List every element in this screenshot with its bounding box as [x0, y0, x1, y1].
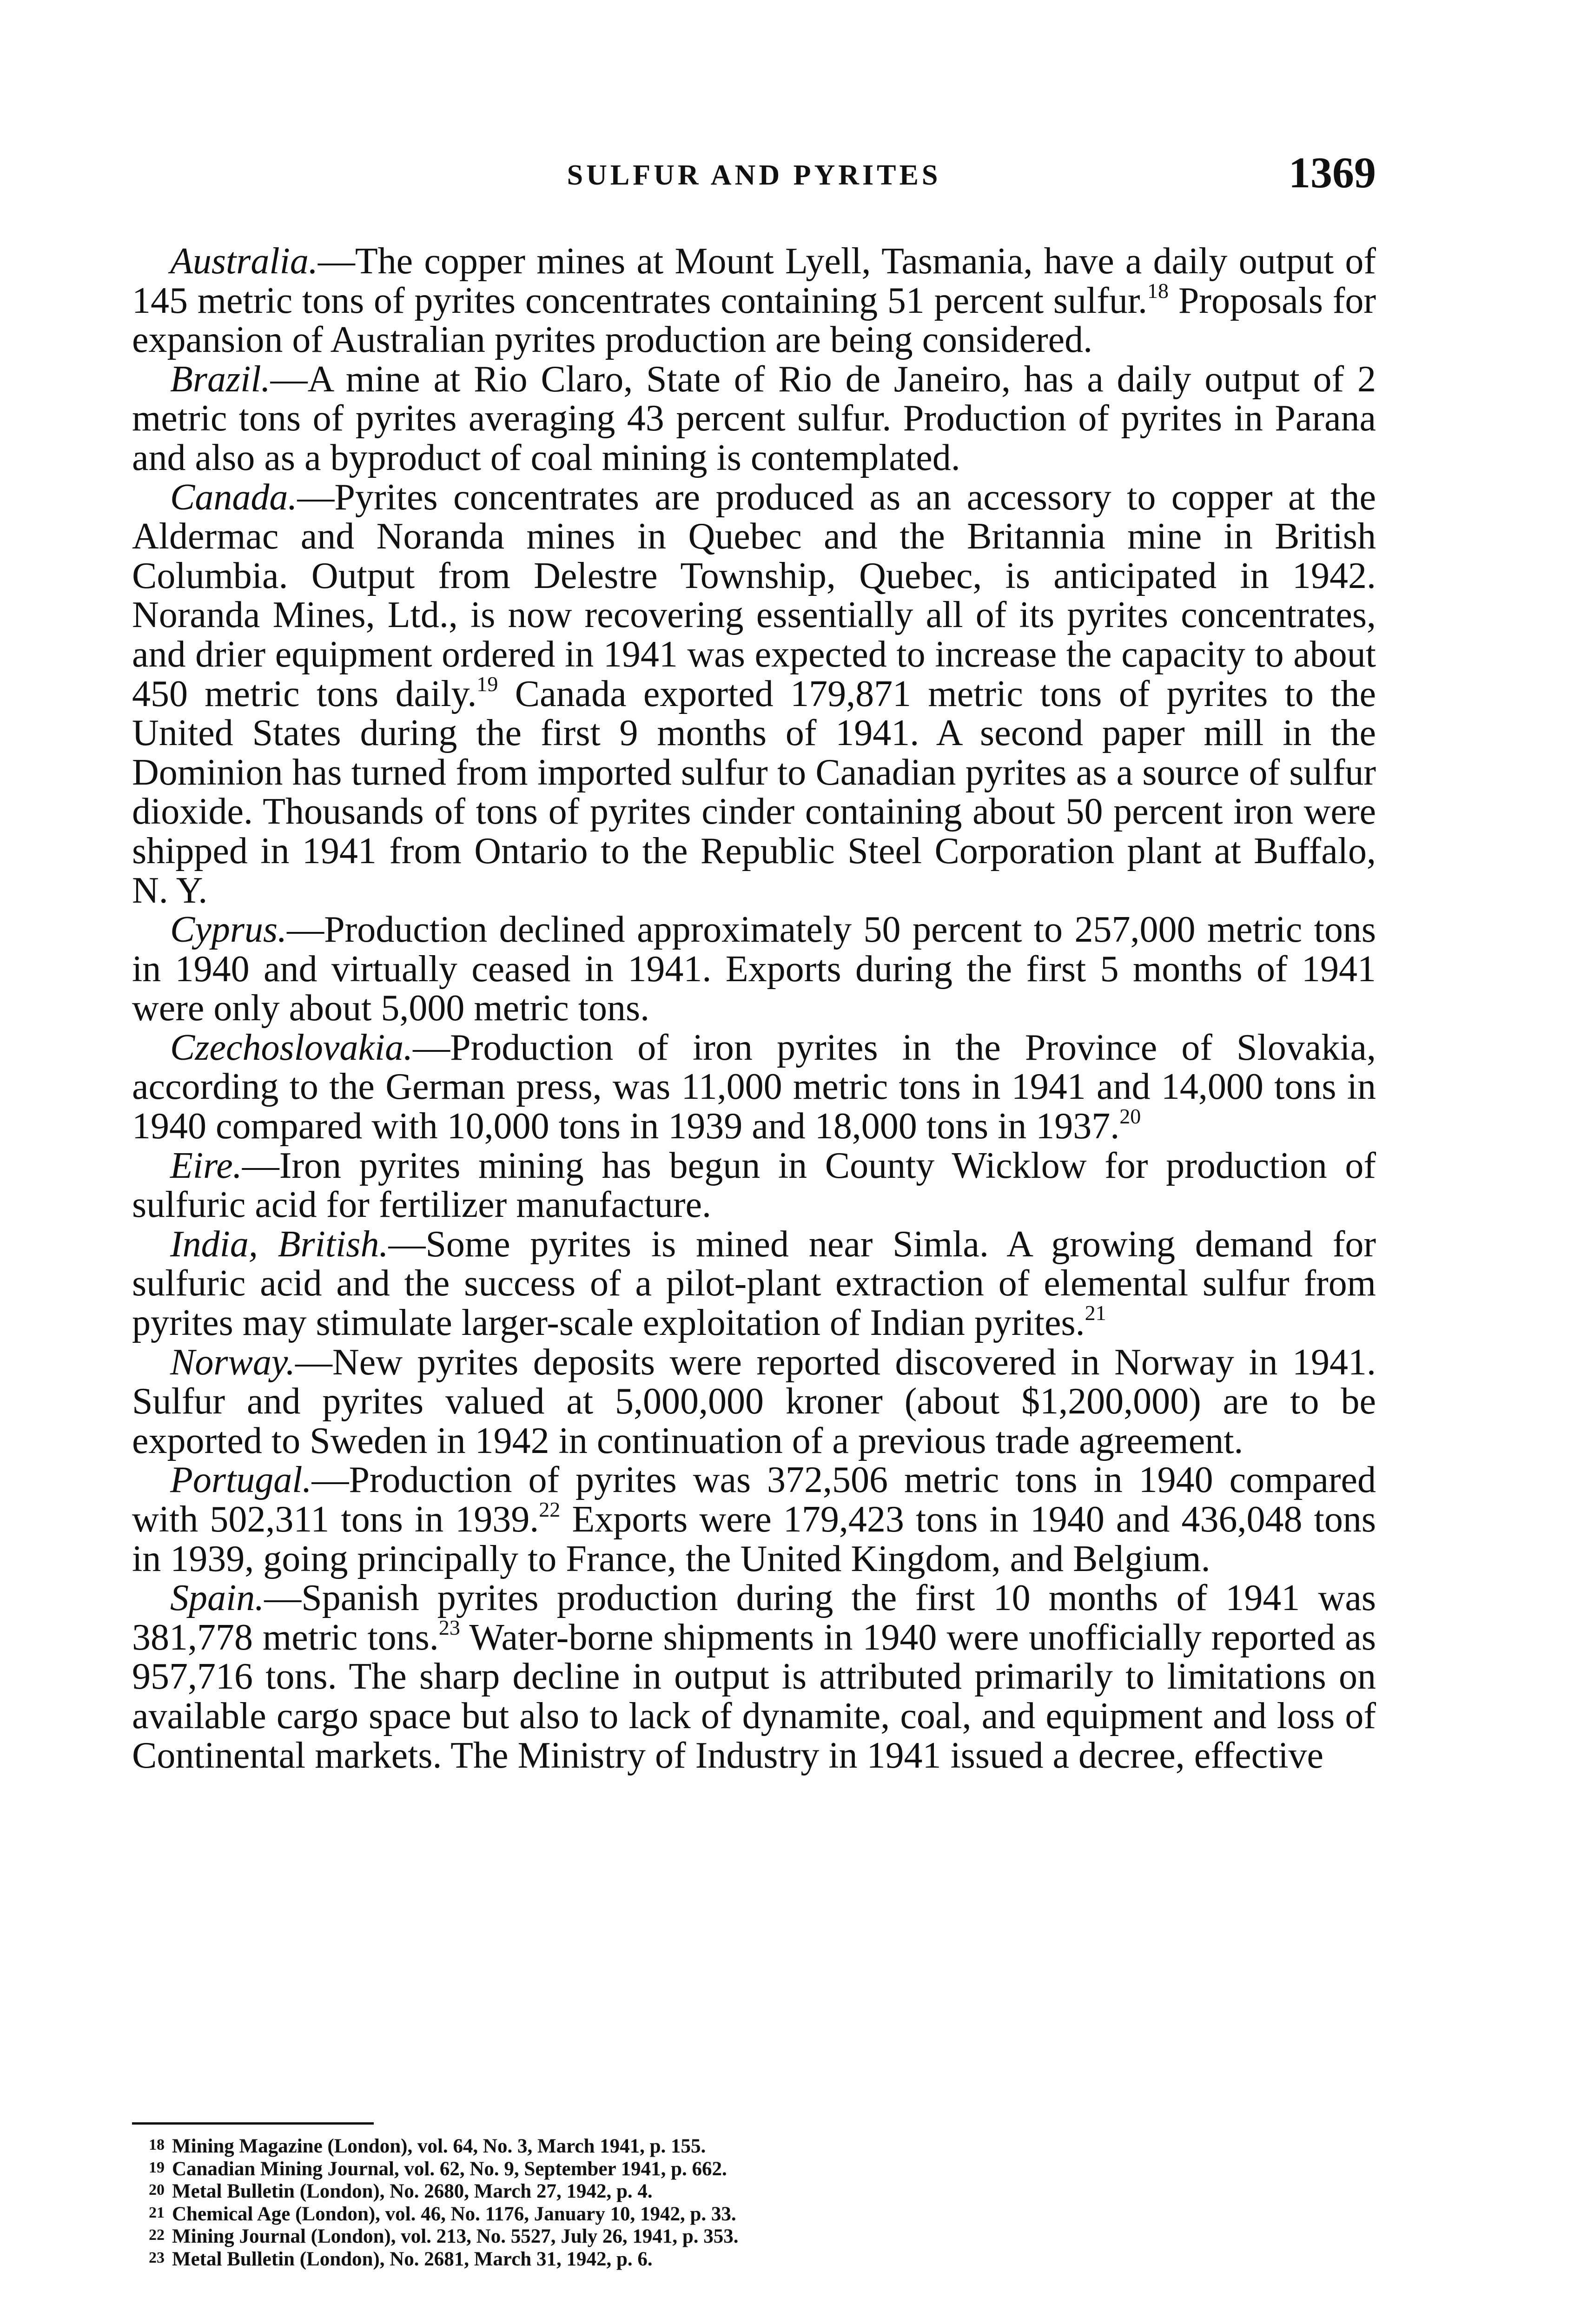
paragraph-text: —Production of iron pyrites in the Province of Slovakia, according to the German press, was 11,000 metric tons in 1941 and 14,000 tons in 1940 compared with 10,000 tons in 1939 and 18,000 tons in 1937. — [132, 1027, 1376, 1147]
country-heading: India, British. — [170, 1223, 389, 1265]
running-head — [132, 148, 1376, 204]
paragraph-eire — [132, 1146, 1376, 1225]
footnote — [132, 2179, 1376, 2202]
paragraph-norway — [132, 1343, 1376, 1461]
footnote-text: Mining Journal (London), vol. 213, No. 5527, July 26, 1941, p. 353. — [172, 2225, 739, 2247]
paragraph-text: —The copper mines at Mount Lyell, Tasmania, have a daily output of 145 metric tons of pyrites concentrates containing 51 percent sulfur. — [132, 241, 1376, 321]
page-number: 1369 — [1289, 149, 1376, 197]
footnote-ref: 19 — [476, 672, 498, 696]
body-text — [132, 242, 1376, 1775]
paragraph-cyprus — [132, 910, 1376, 1028]
country-heading: Czechoslovakia. — [170, 1027, 413, 1068]
footnote — [132, 2134, 1376, 2157]
footnote — [132, 2157, 1376, 2180]
paragraph-text: —A mine at Rio Claro, State of Rio de Janeiro, has a daily output of 2 metric tons of pyrites averaging 43 percent sulfur. Production of pyrites in Parana and also as a byproduct of coal mining is contemplated. — [132, 358, 1376, 478]
footnote-mark: 18 — [149, 2136, 165, 2153]
footnote-mark: 23 — [149, 2249, 165, 2266]
country-heading: Canada. — [170, 476, 298, 518]
paragraph-text: —Some pyrites is mined near Simla. A growing demand for sulfuric acid and the success of a pilot-plant extraction of elemental sulfur from pyrites may stimulate larger-scale exploitation of Indian pyrites. — [132, 1223, 1376, 1344]
footnote-ref: 18 — [1147, 278, 1169, 303]
paragraph-canada — [132, 478, 1376, 911]
footnote-rule — [132, 2122, 374, 2125]
paragraph-text: Canada exported 179,871 metric tons of pyrites to the United States during the first 9 months of 1941. A second paper mill in the Dominion has turned from imported sulfur to Canadian pyrites as a source of sulfur dioxide. Thousands of tons of pyrites cinder containing about 50 percent iron were shipped in 1941 from Ontario to the Republic Steel Corporation plant at Buffalo, N. Y. — [132, 673, 1376, 911]
running-title: SULFUR AND PYRITES — [567, 159, 941, 191]
country-heading: Norway. — [170, 1341, 295, 1383]
paragraph-text: Proposals for expansion of Australian pyrites production are being considered. — [132, 280, 1376, 361]
footnote — [132, 2202, 1376, 2225]
paragraph-czechoslovakia — [132, 1028, 1376, 1146]
paragraph-australia — [132, 242, 1376, 360]
country-heading: Spain. — [170, 1578, 265, 1619]
paragraph-text: —Iron pyrites mining has begun in County Wicklow for production of sulfuric acid for fertilizer manufacture. — [132, 1145, 1376, 1226]
country-heading: Brazil. — [170, 358, 271, 400]
paragraph-text: —Production declined approximately 50 percent to 257,000 metric tons in 1940 and virtually ceased in 1941. Exports during the first 5 months of 1941 were only about 5,000 metric tons. — [132, 909, 1376, 1029]
footnote-text: Metal Bulletin (London), No. 2680, March 27, 1942, p. 4. — [172, 2180, 653, 2202]
footnote-text: Chemical Age (London), vol. 46, No. 1176, January 10, 1942, p. 33. — [172, 2203, 736, 2225]
footnote — [132, 2247, 1376, 2270]
paragraph-brazil — [132, 360, 1376, 478]
footnote-text: Canadian Mining Journal, vol. 62, No. 9, September 1941, p. 662. — [172, 2158, 727, 2180]
paragraph-text: —New pyrites deposits were reported discovered in Norway in 1941. Sulfur and pyrites valued at 5,000,000 kroner (about $1,200,000) are to be exported to Sweden in 1942 in continuation of a previous trade agreement. — [132, 1341, 1376, 1461]
footnote-text: Metal Bulletin (London), No. 2681, March 31, 1942, p. 6. — [172, 2248, 653, 2270]
footnote-ref: 23 — [438, 1616, 460, 1640]
footnotes — [132, 2134, 1376, 2270]
paragraph-text: —Spanish pyrites production during the first 10 months of 1941 was 381,778 metric tons. — [132, 1578, 1376, 1658]
paragraph-portugal — [132, 1460, 1376, 1578]
country-heading: Australia. — [170, 241, 318, 282]
country-heading: Eire. — [170, 1145, 242, 1186]
footnote-ref: 20 — [1119, 1104, 1141, 1129]
paragraph-text: Exports were 179,423 tons in 1940 and 436,048 tons in 1939, going principally to France, the United Kingdom, and Belgium. — [132, 1499, 1376, 1579]
footnote-ref: 22 — [539, 1498, 561, 1522]
country-heading: Portugal. — [170, 1459, 312, 1501]
paragraph-text: Water-borne shipments in 1940 were unofficially reported as 957,716 tons. The sharp decline in output is attributed primarily to limitations on available cargo space but also to lack of dynamite, coal, and equipment and loss of Continental markets. The Ministry of Industry in 1941 issued a decree, effective — [132, 1617, 1376, 1776]
footnote-text: Mining Magazine (London), vol. 64, No. 3, March 1941, p. 155. — [172, 2135, 706, 2157]
footnote-mark: 19 — [149, 2159, 165, 2176]
footnote — [132, 2225, 1376, 2247]
footnote-mark: 21 — [149, 2204, 165, 2221]
footnote-ref: 21 — [1085, 1301, 1106, 1325]
paragraph-text: —Production of pyrites was 372,506 metric tons in 1940 compared with 502,311 tons in 1939. — [132, 1459, 1376, 1540]
paragraph-text: —Pyrites concentrates are produced as an accessory to copper at the Aldermac and Noranda mines in Quebec and the Britannia mine in British Columbia. Output from Delestre Township, Quebec, is anticipated in 1942. Noranda Mines, Ltd., is now recovering essentially all of its pyrites concentrates, and drier equipment ordered in 1941 was expected to increase the capacity to about 450 metric tons daily. — [132, 476, 1376, 714]
paragraph-india — [132, 1225, 1376, 1343]
paragraph-spain — [132, 1578, 1376, 1775]
country-heading: Cyprus. — [170, 909, 287, 951]
footnote-mark: 22 — [149, 2226, 165, 2244]
footnote-mark: 20 — [149, 2181, 165, 2199]
